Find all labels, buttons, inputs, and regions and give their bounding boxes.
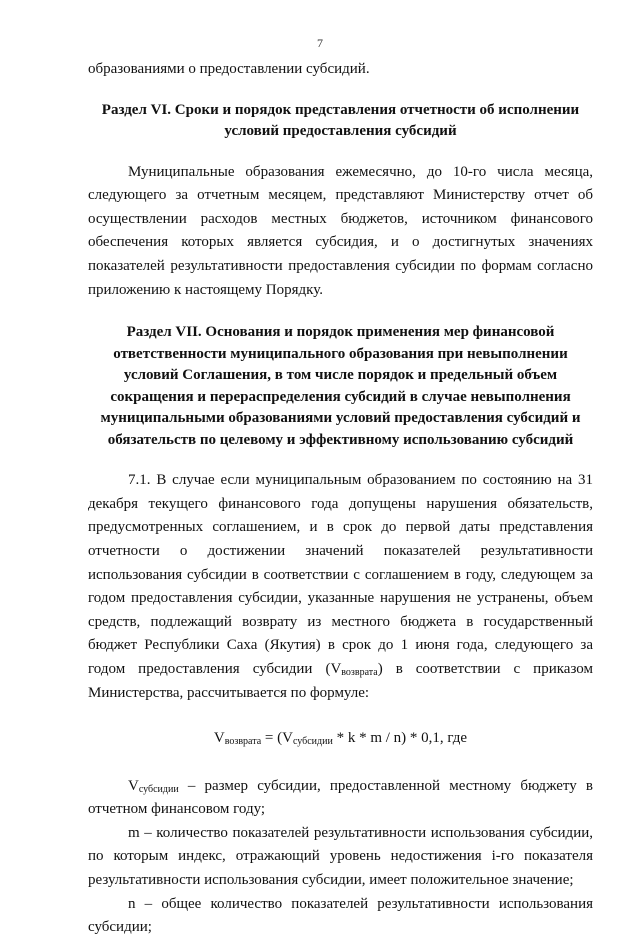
section-7-heading xyxy=(88,322,593,451)
formula-sub-subsidy: субсидии xyxy=(292,736,333,748)
intro-line: образованиями о предоставлении субсидий. xyxy=(88,61,370,77)
definition-n: n – общее количество показателей результативности использования субсидии; xyxy=(88,895,593,936)
section-7-title-line: условий Соглашения, в том числе порядок и предельный объем xyxy=(123,367,558,384)
paragraph-7-1-main: 7.1. В случае если муниципальным образованием по состоянию на 31 декабря текущего финансового года допущены нарушения обязательств, предусмотренных соглашением, и в срок до первой даты представления отчетности о достижении значений показателей результативности использования субсидии в соответствии с соглашением в году, следующем за годом предоставления субсидии, указанные нарушения не устранены, объем средств, подлежащий возврату из местного бюджета в государственный бюджет Республики Саха (Якутия) в срок до 1 июня года, следующего за годом предоставления субсидии (V xyxy=(88,472,593,677)
paragraph-7-1-tail: ) в соответствии с приказом Министерства, рассчитывается по формуле: xyxy=(88,660,593,701)
section-6-title-line: Раздел VI. Сроки и порядок представления отчетности об исполнении xyxy=(101,101,580,118)
section-6-paragraph: Муниципальные образования ежемесячно, до 10-го числа месяца, следующего за отчетным месяцем, представляют Министерству отчет об осуществлении расходов местных бюджетов, источником финансового обеспечения которых является субсидия, и о достигнутых значениях показателей результативности предоставления субсидии по формам согласно приложению к настоящему Порядку. xyxy=(88,163,593,298)
paragraph-7-1 xyxy=(88,469,593,705)
section-7-title-line: ответственности муниципального образования при невыполнении xyxy=(113,345,568,362)
definition-v-letter: V xyxy=(128,777,139,794)
section-6-heading xyxy=(88,100,593,143)
section-7-title-line: обязательств по целевому и эффективному использованию субсидий xyxy=(107,431,574,448)
paragraph-7-1-subscript: возврата xyxy=(341,666,378,678)
formula-v: V xyxy=(213,730,225,747)
definition-m: m – количество показателей результативности использования субсидии, по которым индекс, отражающий уровень недостижения i-го показателя результативности использования субсидии, имеет положительное значение; xyxy=(88,824,593,889)
formula xyxy=(88,727,593,751)
document-body xyxy=(88,58,593,940)
formula-sub-return: возврата xyxy=(224,736,262,748)
definition-v-text: – размер субсидии, предоставленной местному бюджету в отчетном финансовом году; xyxy=(88,777,593,818)
section-7-title-line: Раздел VII. Основания и порядок применения мер финансовой xyxy=(126,324,555,341)
section-7-title-line: муниципальными образованиями условий предоставления субсидий и xyxy=(100,410,581,427)
definition-v-subscript: субсидии xyxy=(138,783,179,795)
definition-v-subsidy xyxy=(88,775,593,822)
section-7-title-line: сокращения и перераспределения субсидий в случае невыполнения xyxy=(110,388,571,405)
formula-tail: * k * m / n) * 0,1, где xyxy=(332,730,468,747)
formula-mid: = (V xyxy=(261,730,293,747)
section-6-title-line: условий предоставления субсидий xyxy=(224,123,457,140)
page-number: 7 xyxy=(317,36,323,50)
